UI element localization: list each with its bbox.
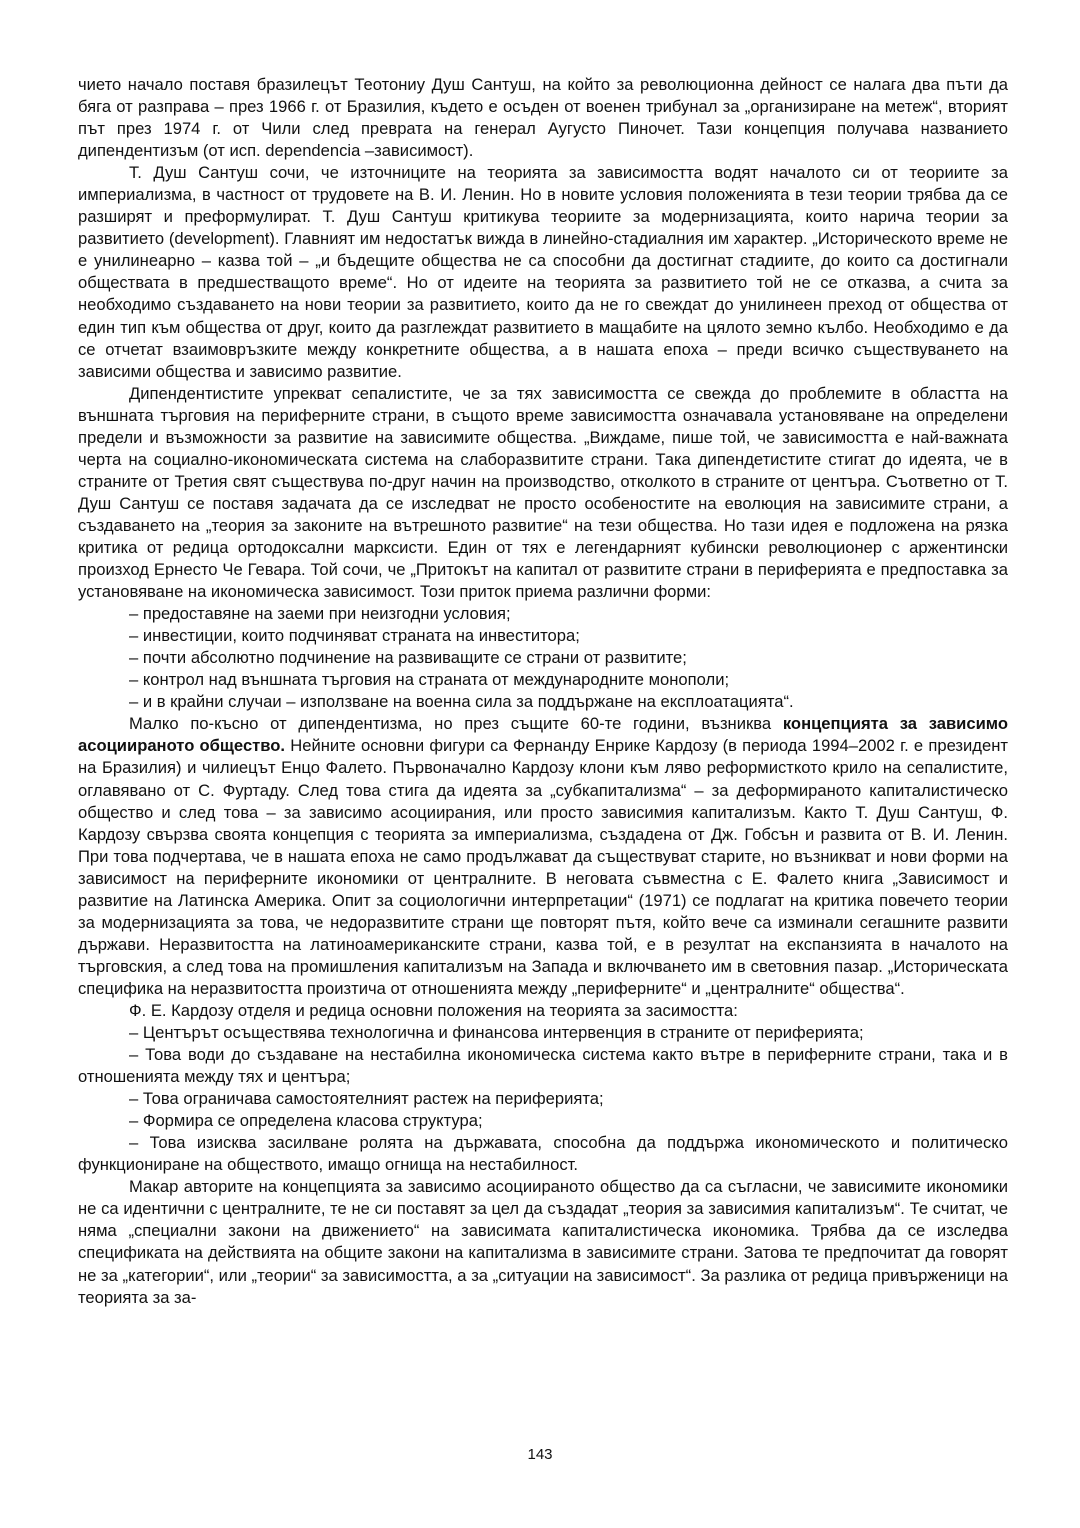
list-item-1: – предоставяне на заеми при неизгодни условия;	[129, 604, 511, 624]
thesis-item-5: – Това изисква засилване ролята на държавата, способна да поддържа икономическото и политическо функциониране на обществото, имащо огнища на нестабилност.	[78, 1133, 1008, 1175]
paragraph-4-text-a: Малко по-късно от дипендентизма, но през същите 60-те години, възниква	[129, 714, 783, 734]
thesis-item-3: – Това ограничава самостоятелният растеж на периферията;	[129, 1089, 604, 1109]
paragraph-6: Макар авторите на концепцията за зависимо асоциираното общество да са съгласни, че зависимите икономики не са идентични с централните, те не си поставят за цел да създадат „теория за зависимия капитализъм“. Те считат, че няма „специални закони на движението“ на зависимата капиталистическа икономика. Трябва да се изследва спецификата на действията на общите закони на капитализма в зависимите страни. Затова те предпочитат да говорят не за „категории“, или „теории“ за зависимостта, а за „ситуации на зависимост“. За разлика от редица привърженици на теорията за за-	[78, 1177, 1008, 1307]
paragraph-4	[78, 713, 1008, 1000]
list-item-4: – контрол над външната търговия на страната от международните монополи;	[129, 670, 730, 690]
paragraph-1: чието начало поставя бразилецът Теотониу Душ Сантуш, на който за революционна дейност се налага два пъти да бяга от разправа – през 1966 г. от Бразилия, където е осъден от военен трибунал за „организиране на метеж“, вторият път през 1974 г. от Чили след превратa на генерал Аугусто Пиночет. Тази концепция получава названието дипендентизъм (от исп. dependencia –зависимост).	[78, 75, 1008, 161]
paragraph-3: Дипендентистите упрекват сепалистите, че за тях зависимостта се свежда до проблемите в областта на външната търговия на периферните страни, в същото време зависимостта означавала установяване на определени предели и възможности за развитие на зависимите общества. „Виждаме, пише той, че зависимостта е най-важната черта на социално-икономическата система на слаборазвитите страни. Така дипендетистите стигат до идеята, че в страните от Третия свят съществува по-друг начин на производство, отколкото в страните от центъра. Съответно от Т. Душ Сантуш се поставя задачата да се изследват не просто особеностите на еволюция на зависимите страни, а създаването на „теория за законите на вътрешното развитие“ на тези общества. Но тази идея е подложена на рязка критика от редица ортодоксални марксисти. Един от тях е легендарният кубински революционер с аржентински произход Ернесто Че Гевара. Той сочи, че „Притокът на капитал от развитите страни в периферията е предпоставка за установяване на икономическа зависимост. Този приток приема различни форми:	[78, 383, 1008, 602]
document-page	[78, 74, 1008, 1309]
list-item-5: – и в крайни случаи – използване на военна сила за поддържане на експлоатацията“.	[129, 692, 794, 712]
thesis-item-2: – Това води до създаване на нестабилна икономическа система както вътре в периферните страни, така и в отношенията между тях и центъра;	[78, 1045, 1008, 1087]
list-item-3: – почти абсолютно подчинение на развиващите се страни от развитите;	[129, 648, 687, 668]
thesis-item-4: – Формира се определена класова структура;	[129, 1111, 483, 1131]
paragraph-4-text-b: Нейните основни фигури са Фернанду Енрике Кардозу (в периода 1994–2002 г. е президент на Бразилия) и чилиецът Енцо Фалето. Първоначално Кардозу клони към ляво реформисткото крило на сепалистите, оглавявано от С. Фуртаду. След това стига да идеята за „субкапитализма“ – за деформираното капиталистическо общество и след това – за зависимо асоциирания, или просто зависимия капитализъм. Както Т. Душ Сантуш, Ф. Кардозу свързва своята концепция с теорията за империализма, създадена от Дж. Гобсън и развита от В. И. Ленин. При това подчертава, че в нашата епоха не само продължават да съществуват старите, но възникват и нови форми на зависимост на периферните икономики от централните. В неговата съвместна с Е. Фалето книга „Зависимост и развитие на Латинска Америка. Опит за социологични интерпретации“ (1971) се подлагат на критика повечето теории за модернизацията за това, че недоразвитите страни ще повторят пътя, който вече са изминали сегашните развити държави. Неразвитостта на латиноамериканските страни, казва той, е в резултат на експанзията в началото на търговския, а след това на промишления капитализъм на Запада и включването им в световния пазар. „Историческата специфика на неразвитостта произтича от отношенията между „периферните“ и „централните“ общества“.	[78, 736, 1008, 998]
page-number: 143	[527, 1446, 553, 1463]
thesis-item-1: – Центърът осъществява технологична и финансова интервенция в страните от периферията;	[129, 1023, 864, 1043]
paragraph-2: Т. Душ Сантуш сочи, че източниците на теорията за зависимостта водят началото си от теориите за империализма, в частност от трудовете на В. И. Ленин. Но в новите условия положенията в тези теории трябва да се разширят и преформулират. Т. Душ Сантуш критикува теориите за модернизацията, които нарича теории за развитието (development). Главният им недостатък вижда в линейно-стадиалния им характер. „Историческото време не е унилинеарно – казва той – „и бъдещите общества не са способни да достигнат стадиите, до които са достигнали обществата в предшестващото време“. Но от идеите на теорията за развитието той не се отказва, а счита за необходимо създаването на нови теории за развитието, които да не го свеждат до унилинеен преход от общества от един тип към общества от друг, които да разглеждат развитието в мащабите на цялото земно кълбо. Необходимо е да се отчетат взаимовръзките между конкретните общества, а в нашата епоха – преди всичко съществуването на зависими общества и зависимо развитие.	[78, 163, 1008, 381]
paragraph-5: Ф. Е. Кардозу отделя и редица основни положения на теорията за засимостта:	[129, 1000, 738, 1020]
list-item-2: – инвестиции, които подчиняват страната на инвеститора;	[129, 626, 580, 646]
concept-term: концепцията за зависимо асоциираното общество.	[78, 714, 1008, 756]
